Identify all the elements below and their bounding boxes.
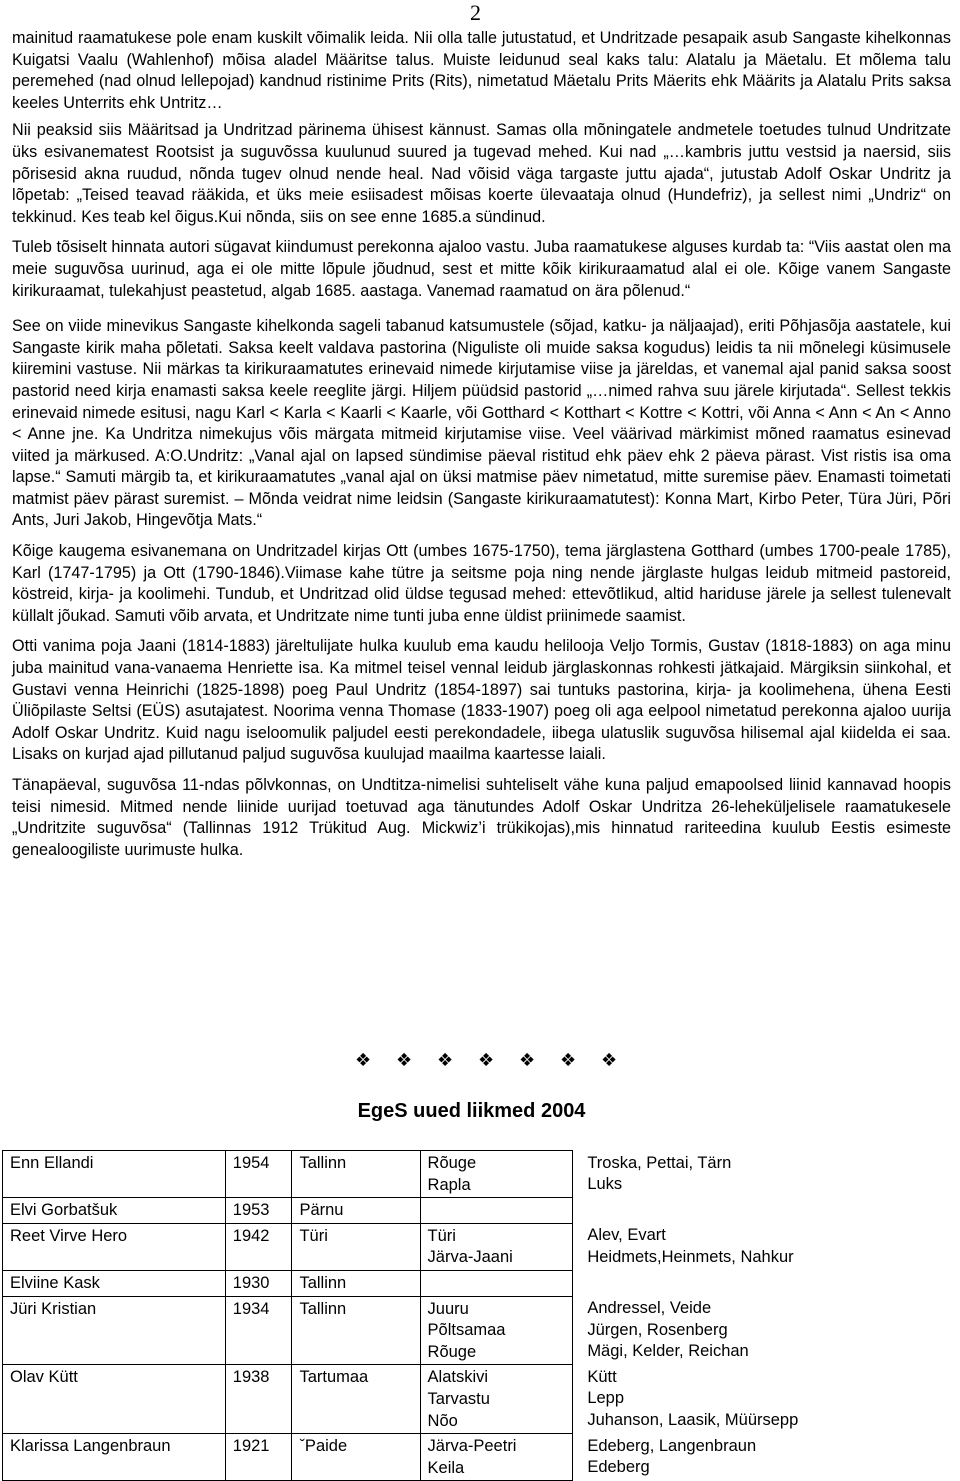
member-surnames [573, 1365, 960, 1434]
parish: Rõuge [427, 1342, 477, 1361]
member-city: Tallinn [292, 1151, 420, 1198]
parish: Tarvastu [427, 1389, 490, 1408]
member-parishes [420, 1296, 573, 1365]
diamond-ornament-icon: ❖ [601, 1050, 618, 1071]
member-birth-year: 1942 [225, 1223, 292, 1270]
paragraph-7: Tänapäeval, suguvõsa 11-ndas põlvkonnas, on Undtitza-nimelisi suhteliselt vähe kuna paljud emapoolsed liinid kannavad hoopis teisi nimesid. Mitmed nende liinide uurijad toetuvad aga tänutundes Adolf Oskar Undritza 26-leheküljelisele raamatukesele „Undritzite suguvõsa“ (Tallinnas 1912 Trükitud Aug. Mickwiz’i trükikojas),mis hinnatud rariteedina kuulub Eestis esimeste genealoogiliste uurimuste hulka. [12, 776, 951, 859]
parish: Järva-Peetri [427, 1437, 517, 1456]
member-birth-year: 1954 [225, 1151, 292, 1198]
surname-list: Luks [587, 1175, 623, 1194]
paragraph-6: Otti vanima poja Jaani (1814-1883) järeltulijate hulka kuulub ema kaudu helilooja Veljo Tormis, Gustav (1818-1883) on aga minu juba mainitud vana-vanaema Henriette isa. Ka mitmel teisel vennal leidub järglaskonnas rohkesti jätkajaid. Märgiksin siinkohal, et Gustavi venna Heinrichi (1825-1898) poeg Paul Undritz (1854-1897) sai tuntuks pastorina, kirja- ja koolimehena, ühena Eesti Üliõpilaste Seltsi (EÜS) asutajatest. Noorima venna Thomase (1833-1907) poeg oli aga eelpool nimetatud perekonna ajaloo uurija Adolf Oskar Undritz. Kuid nagu iseloomulik paljudel eesti perekondadele, iibega ulatuslik suguvõsa hilisemal ajal kiidelda ei saa. Lisaks on kurjad ajad pillutanud paljud suguvõsa kuulujad maailma kaartesse laiali. [12, 637, 951, 764]
surname-list: Jürgen, Rosenberg [587, 1320, 728, 1339]
paragraph-3: Tuleb tõsiselt hinnata autori sügavat kiindumust perekonna ajaloo vastu. Juba raamatukese alguses kurdab ta: “Viis aastat olen ma meie suguvõsa uurinud, aga ei ole mitte lõpule jõudnud, sest et mitte kõik kirikuraamatud alal ei ole. Kõige vanem Sangaste kirikuraamat, tulekahjust peastetud, algab 1685. aastaga. Vanemad raamatud on ära põlenud.“ [12, 238, 951, 300]
diamond-ornament-icon: ❖ [478, 1050, 495, 1071]
diamond-ornament-icon: ❖ [519, 1050, 536, 1071]
parish: Järva-Jaani [427, 1248, 513, 1267]
member-parishes [420, 1198, 573, 1224]
diamond-ornament-icon: ❖ [396, 1050, 413, 1071]
parish: Keila [427, 1458, 465, 1477]
member-city: Pärnu [292, 1198, 420, 1224]
members-table [2, 1150, 960, 1481]
section-title: EgeS uued liikmed 2004 [357, 1100, 586, 1122]
member-name: Reet Virve Hero [3, 1223, 226, 1270]
member-birth-year: 1953 [225, 1198, 292, 1224]
member-surnames [573, 1296, 960, 1365]
table-row [3, 1296, 960, 1365]
member-parishes [420, 1434, 573, 1481]
parish: Juuru [427, 1299, 469, 1318]
table-row [3, 1270, 960, 1296]
member-parishes [420, 1365, 573, 1434]
paragraph-4: See on viide minevikus Sangaste kihelkonda sageli tabanud katsumustele (sõjad, katku- ja näljaajad), eriti Põhjasõja aastatele, kui Sangaste kirik maha põletati. Saksa keelt valdava pastorina (Niguliste oli muide saksa kogudus) leidis ta nii mõnelegi küsimusele kiiremini vastuse. Nii märkas ta kirikuraamatutes erinevaid nimede kirjutamise viise ja järeldas, et vanemal ajal panid saksa soost pastorid need kirja enamasti saksa keele reeglite järgi. Hiljem püüdsid pastorid „…nimed rahva suu järele kirjutada“. Sellest tekkis erinevaid nimede esitusi, nagu Karl < Karla < Kaarli < Kaarle, või Gotthard < Kotthart < Kottre < Kottri, või Anna < Ann < An < Anno < Anne jne. Ka Undritza nimekujus võis märgata mitmeid kirjutamise viise. Veel väärivad märkimist mõned raamatus esinevad viited ja märkused. A:O.Undritz: „Vanal ajal on lapsed sündimise päeval ristitud ehk päev ehk 2 päeva pärast. Vist ristis isa oma lapse.“ Samuti märgib ta, et kirikuraamatutes „vanal ajal on üksi matmise päev nimetatud, mitte suremise päev. Enamasti toimetati matmist päev pärast suremist. – Mõnda veidrat nime leidsin (Sangaste kirikuraamatutest): Konna Mart, Kirbo Peter, Türa Jüri, Põri Ants, Juri Jakob, Hingevõtja Mats.“ [12, 317, 951, 530]
member-city: Tallinn [292, 1270, 420, 1296]
member-name: Jüri Kristian [3, 1296, 226, 1365]
member-surnames [573, 1151, 960, 1198]
table-row [3, 1198, 960, 1224]
surname-list: Lepp [587, 1389, 625, 1408]
member-name: Klarissa Langenbraun [3, 1434, 226, 1481]
surname-list: Edeberg [587, 1458, 650, 1477]
member-birth-year: 1934 [225, 1296, 292, 1365]
member-name: Elviine Kask [3, 1270, 226, 1296]
article-body [12, 28, 951, 870]
member-surnames [573, 1270, 960, 1296]
parish: Rõuge [427, 1154, 477, 1172]
member-parishes [420, 1270, 573, 1296]
member-birth-year: 1930 [225, 1270, 292, 1296]
member-birth-year: 1921 [225, 1434, 292, 1481]
surname-list: Edeberg, Langenbraun [587, 1436, 757, 1455]
member-city: Türi [292, 1223, 420, 1270]
member-surnames [573, 1223, 960, 1270]
member-name: Enn Ellandi [3, 1151, 226, 1198]
member-surnames [573, 1198, 960, 1224]
member-birth-year: 1938 [225, 1365, 292, 1434]
paragraph-1: mainitud raamatukese pole enam kuskilt võimalik leida. Nii olla talle jutustatud, et Undritzade pesapaik asub Sangaste kihelkonnas Kuigatsi Vaalu (Wahlenhof) mõisa aladel Määritse talus. Muiste leidunud seal kaks talu: Alatalu ja Mäetalu. Et mõlema talu peremehed (nad olnud lellepojad) kandnud ristinime Prits (Rits), nimetatud Mäetalu Prits Mäerits ehk Määrits ja Alatalu Prits saksa keeles Unterrits ehk Untritz… [12, 29, 951, 112]
parish: Rapla [427, 1175, 471, 1194]
member-city: Tartumaa [292, 1365, 420, 1434]
diamond-ornament-icon: ❖ [560, 1050, 577, 1071]
table-row [3, 1434, 960, 1481]
member-city: ˇPaide [292, 1434, 420, 1481]
ornament-divider [355, 1050, 642, 1071]
surname-list: Mägi, Kelder, Reichan [587, 1342, 749, 1361]
table-row [3, 1151, 960, 1198]
member-city: Tallinn [292, 1296, 420, 1365]
member-surnames [573, 1434, 960, 1481]
parish: Põltsamaa [427, 1321, 506, 1340]
member-name: Olav Kütt [3, 1365, 226, 1434]
diamond-ornament-icon: ❖ [437, 1050, 454, 1071]
paragraph-5: Kõige kaugema esivanemana on Undritzadel kirjas Ott (umbes 1675-1750), tema järglastena Gotthard (umbes 1700-peale 1785), Karl (1747-1795) ja Ott (1790-1846).Viimase kahe tütre ja seitsme poja ning nende järglaste hulgas leidub mitmeid pastoreid, köstreid, kirja- ja koolimehi. Tundub, et Undritzad olid üldse tegusad mehed: ettevõtlikud, altid hariduse järele ja sellest tulenevalt küllalt jõukad. Samuti võib arvata, et Undritzate nime tunti juba enne üldist priinimede saamist. [12, 542, 951, 625]
surname-list: Andressel, Veide [587, 1299, 712, 1318]
parish: Türi [427, 1226, 456, 1245]
member-parishes [420, 1151, 573, 1198]
surname-list: Kütt [587, 1367, 617, 1386]
table-row [3, 1223, 960, 1270]
diamond-ornament-icon: ❖ [355, 1050, 372, 1071]
member-parishes [420, 1223, 573, 1270]
page-number: 2 [470, 0, 481, 25]
surname-list: Juhanson, Laasik, Müürsepp [587, 1411, 799, 1430]
surname-list: Alev, Evart [587, 1226, 666, 1245]
parish: Nõo [427, 1411, 458, 1430]
member-name: Elvi Gorbatšuk [3, 1198, 226, 1224]
surname-list: Heidmets,Heinmets, Nahkur [587, 1247, 794, 1266]
table-row [3, 1365, 960, 1434]
parish: Alatskivi [427, 1368, 489, 1387]
surname-list: Troska, Pettai, Tärn [587, 1153, 732, 1172]
paragraph-2: Nii peaksid siis Määritsad ja Undritzad pärinema ühisest kännust. Samas olla mõningatele andmetele toetudes tulnud Undritzate üks esivanematest Rootsist ja suguvõssa kuulunud suured ja tugevad mehed. Kui nad „…kambris juttu vestsid ja naersid, siis põrisesid akna ruudud, nõnda tugev olnud nende heal. Nad võisid väga targaste juttu ajada“, jutustab Adolf Oskar Undritz ja lõpetab: „Teised teavad rääkida, et üks meie esiisadest mõisas koerte ülevaataja olnud (Hundefriz), ja sellest nimi „Undriz“ on tekkinud. Kes teab kel õigus.Kui nõnda, siis on see enne 1685.a sündinud. [12, 121, 951, 226]
